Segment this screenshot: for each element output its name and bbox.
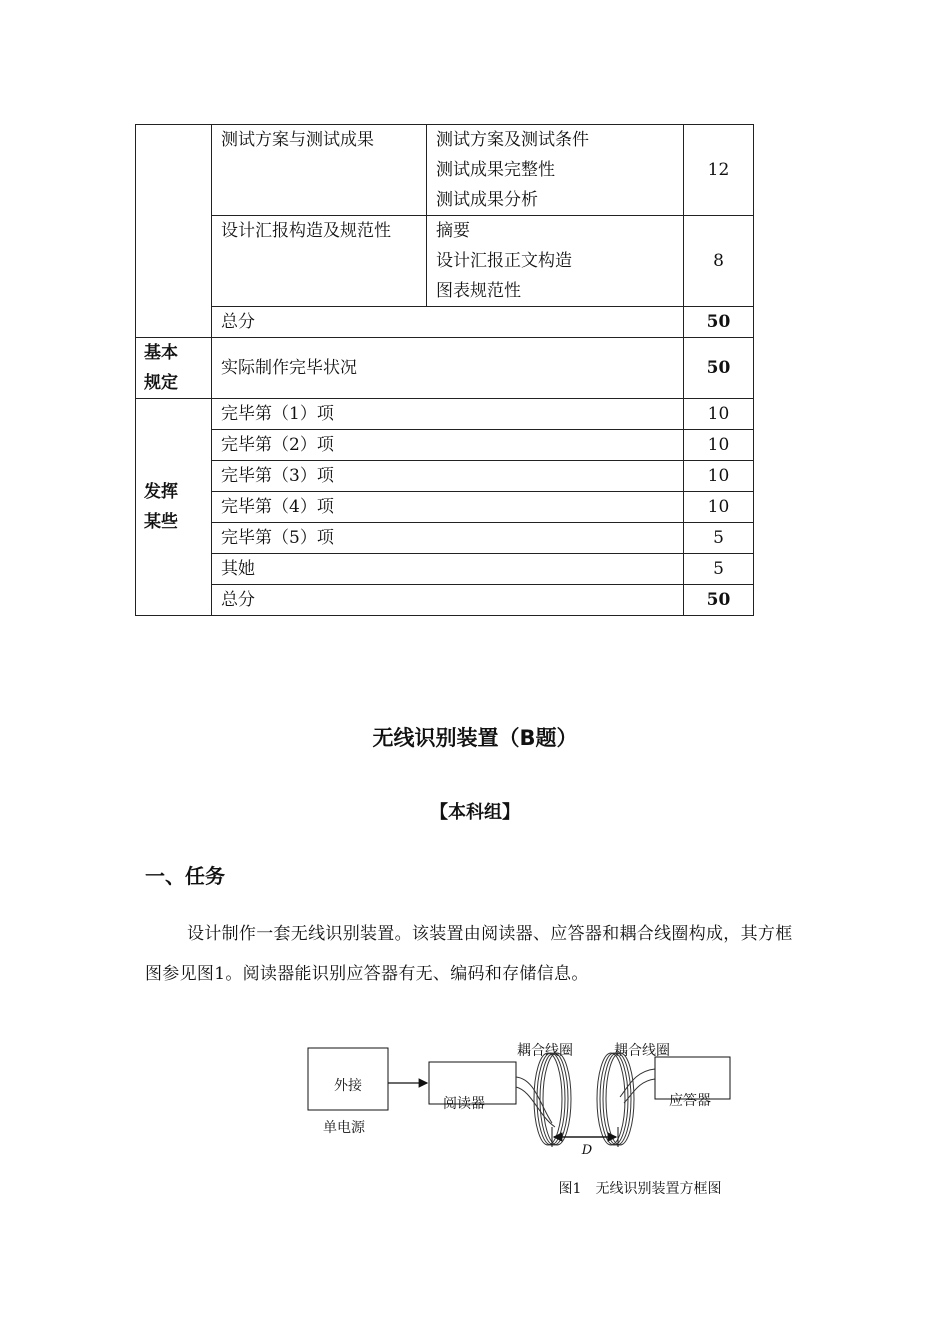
- power-box-label: 外接: [334, 1078, 362, 1094]
- score-cell: 10: [684, 399, 754, 430]
- document-title: 无线识别装置（B题）: [372, 726, 578, 750]
- document-subtitle: 【本科组】: [430, 802, 520, 823]
- coil-label-left: 耦合线圈: [517, 1043, 573, 1059]
- item-cell: 完毕第（1）项: [212, 399, 684, 430]
- score-cell: 10: [684, 492, 754, 523]
- reader-label: 阅读器: [443, 1096, 485, 1112]
- scoring-table: [135, 124, 754, 616]
- score-cell: 10: [684, 461, 754, 492]
- score-cell: 8: [684, 216, 754, 307]
- item-cell: 实际制作完毕状况: [212, 338, 684, 399]
- table-row: [136, 125, 754, 216]
- group-cell-empty: [136, 125, 212, 338]
- section-heading: 一、任务: [145, 864, 225, 888]
- group-label-line: 规定: [144, 373, 178, 393]
- task-paragraph: 设计制作一套无线识别装置。该装置由阅读器、应答器和耦合线圈构成，其方框图参见图1。阅读器能识别应答器有无、编码和存储信息。: [145, 924, 793, 984]
- table-row: [136, 399, 754, 430]
- item-cell: 完毕第（4）项: [212, 492, 684, 523]
- content-line: 图表规范性: [436, 281, 521, 301]
- coil-left-icon: [516, 1053, 571, 1145]
- content-line: 设计汇报正文构造: [436, 251, 572, 271]
- coil-label-right: 耦合线圈: [614, 1043, 670, 1059]
- score-cell: 10: [684, 430, 754, 461]
- item-cell: 其她: [212, 554, 684, 585]
- group-label-line: 基本: [144, 343, 178, 363]
- content-cell: [427, 216, 684, 307]
- group-cell: [136, 338, 212, 399]
- distance-label: D: [581, 1143, 593, 1158]
- content-cell: [427, 125, 684, 216]
- content-line: 测试成果完整性: [436, 160, 555, 180]
- item-cell: 完毕第（3）项: [212, 461, 684, 492]
- score-cell: 5: [684, 554, 754, 585]
- item-cell: 完毕第（2）项: [212, 430, 684, 461]
- table-row: [136, 461, 754, 492]
- score-cell: 12: [684, 125, 754, 216]
- content-line: 测试方案及测试条件: [436, 130, 589, 150]
- score-cell: 50: [684, 585, 754, 616]
- table-row: [136, 216, 754, 307]
- power-caption: 单电源: [323, 1120, 365, 1136]
- item-cell: 测试方案与测试成果: [212, 125, 427, 216]
- table-row: [136, 523, 754, 554]
- table-row: [136, 554, 754, 585]
- item-cell: 总分: [212, 585, 684, 616]
- figure-caption: 图1 无线识别装置方框图: [558, 1181, 722, 1197]
- score-cell: 50: [684, 338, 754, 399]
- item-cell: 总分: [212, 307, 684, 338]
- table-row: [136, 338, 754, 399]
- table-row: [136, 492, 754, 523]
- table-row: [136, 585, 754, 616]
- group-label-line: 某些: [144, 512, 178, 532]
- item-cell: 设计汇报构造及规范性: [212, 216, 427, 307]
- group-label-line: 发挥: [144, 482, 178, 502]
- transponder-label: 应答器: [669, 1093, 711, 1109]
- content-line: 测试成果分析: [436, 190, 538, 210]
- content-line: 摘要: [436, 221, 470, 241]
- table-row: [136, 307, 754, 338]
- coil-right-icon: [597, 1053, 655, 1145]
- item-cell: 完毕第（5）项: [212, 523, 684, 554]
- block-diagram: [290, 1035, 750, 1205]
- score-cell: 5: [684, 523, 754, 554]
- score-cell: 50: [684, 307, 754, 338]
- table-row: [136, 430, 754, 461]
- group-cell: [136, 399, 212, 616]
